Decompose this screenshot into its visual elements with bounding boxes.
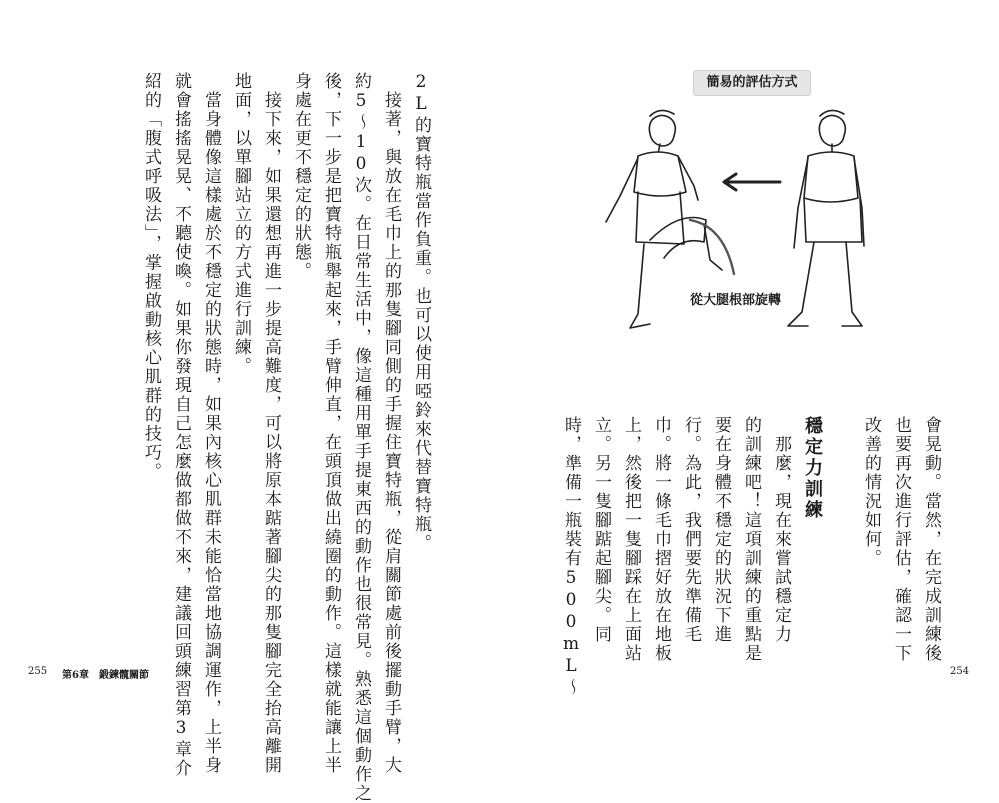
text-column: 就會搖搖晃晃、不聽使喚。如果你發現自己怎麼做都做不來，建議回頭練習第3章介 xyxy=(171,72,191,778)
running-head: 第6章 鍛鍊髖關節 xyxy=(62,670,149,681)
text-column: 接下來，如果還想再進一步提高難度，可以將原本踮著腳尖的那隻腳完全抬高離開 xyxy=(261,72,281,775)
figure-caption: 簡易的評估方式 xyxy=(693,70,811,96)
text-column: 約5～10次。在日常生活中，像這種用單手提東西的動作也很常見。熟悉這個動作之 xyxy=(351,72,371,803)
text-column: 那麼，現在來嘗試穩定力 xyxy=(771,416,791,644)
text-column: 立。另一隻腳踮起腳尖。同 xyxy=(591,416,611,644)
text-column: 身處在更不穩定的狀態。 xyxy=(291,72,311,281)
section-heading: 穩定力訓練 xyxy=(802,416,823,521)
text-column: 後，下一步是把寶特瓶舉起來，手臂伸直，在頭頂做出繞圈的動作。這樣就能讓上半 xyxy=(321,72,341,775)
left-page-number: 255 xyxy=(28,666,48,677)
text-column: 時，準備一瓶裝有500mL～ xyxy=(561,416,581,697)
text-column: 行。為此，我們要先準備毛 xyxy=(681,416,701,644)
right-page-number: 254 xyxy=(950,666,970,677)
text-column: 2L的寶特瓶當作負重。也可以使用啞鈴來代替寶特瓶。 xyxy=(411,72,431,553)
text-column: 上，然後把一隻腳踩在上面站 xyxy=(621,416,641,663)
text-column: 改善的情況如何。 xyxy=(861,416,881,568)
figure-label: 從大腿根部旋轉 xyxy=(690,293,782,308)
text-column: 要在身體不穩定的狀況下進 xyxy=(711,416,731,644)
text-column: 地面，以單腳站立的方式進行訓練。 xyxy=(231,72,251,376)
text-column: 紹的「腹式呼吸法」，掌握啟動核心肌群的技巧。 xyxy=(141,72,161,482)
text-column: 也要再次進行評估，確認一下 xyxy=(891,416,911,663)
text-column: 接著，與放在毛巾上的那隻腳同側的手握住寶特瓶，從肩關節處前後擺動手臂，大 xyxy=(381,72,401,775)
text-column: 的訓練吧！這項訓練的重點是 xyxy=(741,416,761,663)
text-column: 會晃動。當然，在完成訓練後 xyxy=(921,416,941,663)
text-column: 巾。將一條毛巾摺好放在地板 xyxy=(651,416,671,663)
text-column: 當身體像這樣處於不穩定的狀態時，如果內核心肌群未能恰當地協調運作，上半身 xyxy=(201,72,221,775)
